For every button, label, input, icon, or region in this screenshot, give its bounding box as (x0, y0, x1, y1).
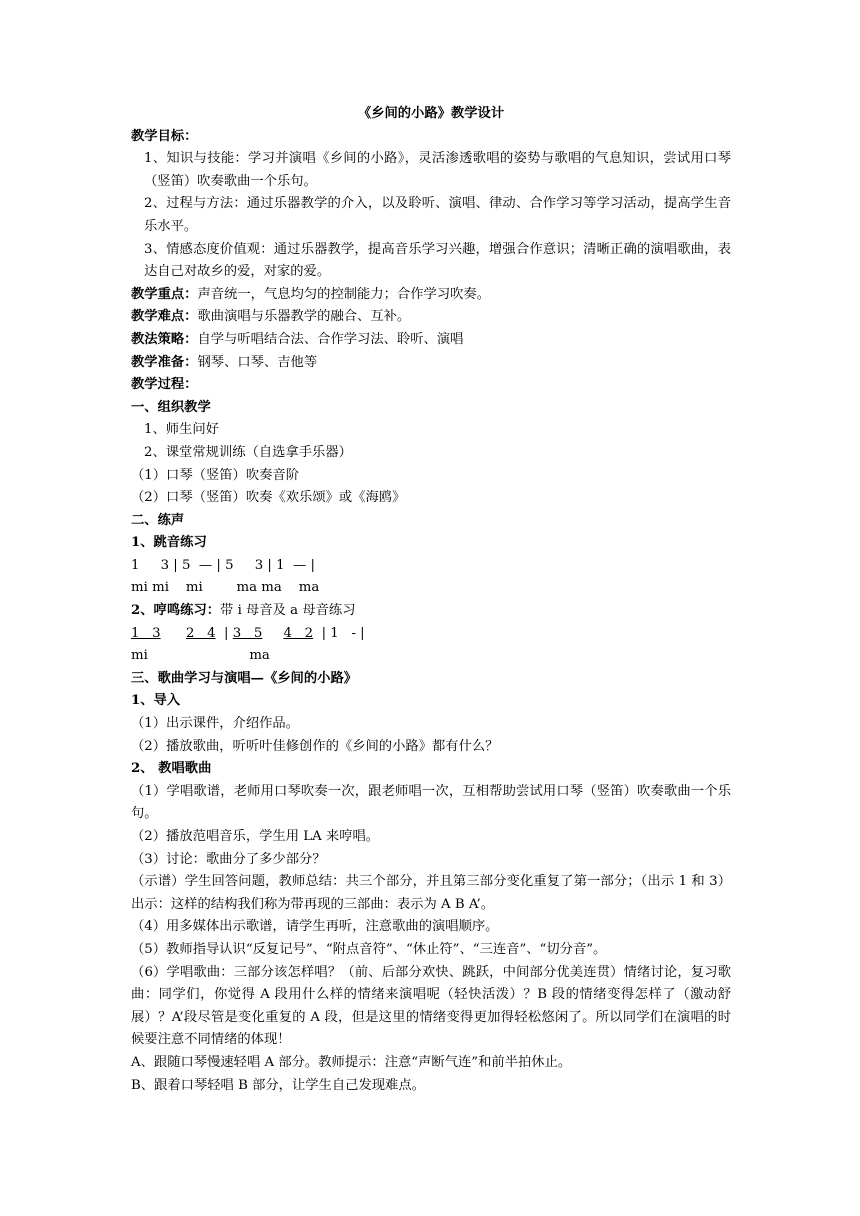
diff-label: 教学难点： (131, 309, 198, 325)
s3-1-heading: 1、导入 (131, 693, 181, 709)
strat-text: 自学与听唱结合法、合作学习法、聆听、演唱 (197, 331, 464, 347)
notes-group-b: 2 4 (185, 625, 216, 641)
difficulties (131, 306, 731, 329)
s3-1-item-2: （2）播放歌曲，听听叶佳修创作的《乡间的小路》都有什么？ (131, 738, 499, 754)
document-title: 《乡间的小路》教学设计 (357, 106, 505, 121)
key-points (131, 284, 731, 307)
strat-label: 教法策略： (131, 331, 198, 347)
notes-group-a: 1 3 (131, 625, 161, 641)
s2-2-text: 带 i 母音及 a 母音练习 (220, 603, 356, 619)
prep-text: 钢琴、口琴、吉他等 (197, 354, 318, 370)
section-2-heading: 二、练声 (131, 512, 185, 528)
goals-heading: 教学目标： (131, 128, 198, 144)
goal-3: 3、情感态度价值观：通过乐器教学，提高音乐学习兴趣，增强合作意识；清晰正确的演唱歌曲，表达自己对故乡的爱，对家的爱。 (144, 241, 731, 280)
s3-1-item-1: （1）出示课件，介绍作品。 (131, 716, 300, 732)
s1-sub-2: （2）口琴（竖笛）吹奏《欢乐颂》或《海鸥》 (131, 490, 406, 506)
s2-1-heading: 1、跳音练习 (131, 535, 207, 551)
s2-1-notes: 1 3 | 5 — | 5 3 | 1 — | (131, 557, 316, 573)
goal-1: 1、知识与技能：学习并演唱《乡间的小路》，灵活渗透歌唱的姿势与歌唱的气息知识，尝试用口琴（竖笛）吹奏歌曲一个乐句。 (144, 151, 731, 189)
s3-2-item-4: （示谱）学生回答问题，教师总结：共三个部分，并且第三部分变化重复了第一部分；（出示 1 和 3）出示：这样的结构我们称为带再现的三部曲：表示为 A B A’。 (131, 874, 731, 912)
s3-2-heading: 2、 教唱歌曲 (131, 761, 212, 777)
s1-item-1: 1、师生问好 (144, 422, 219, 438)
key-text: 声音统一，气息均匀的控制能力；合作学习吹奏。 (197, 286, 491, 302)
s1-sub-1: （1）口琴（竖笛）吹奏音阶 (131, 467, 300, 483)
s3-2-item-3: （3）讨论：歌曲分了多少部分？ (131, 851, 326, 867)
syll-a: mi (131, 648, 148, 664)
s3-2-item-8: A、跟随口琴慢速轻唱 A 部分。教师提示：注意“声断气连”和前半拍休止。 (131, 1054, 572, 1070)
s2-2-notes: 1 3 2 4 | 3 5 4 2 | 1 - | (131, 625, 365, 641)
s2-2-syllables (131, 645, 731, 668)
s3-2-item-1: （1）学唱歌谱，老师用口琴吹奏一次，跟老师唱一次，互相帮助尝试用口琴（竖笛）吹奏歌曲一个乐句。 (131, 783, 731, 822)
s3-2-item-9: B、跟着口琴轻唱 B 部分，让学生自己发现难点。 (131, 1077, 425, 1093)
preparation (131, 352, 731, 375)
key-label: 教学重点： (131, 286, 198, 302)
s2-1-syllables: mi mi mi ma ma ma (131, 580, 320, 596)
syll-b: ma (249, 648, 270, 664)
s2-2-label: 2、哼鸣练习： (131, 603, 221, 619)
diff-text: 歌曲演唱与乐器教学的融合、互补。 (197, 309, 411, 325)
notes-end: | 1 - | (321, 625, 365, 641)
s3-2-item-7: （6）学唱歌曲：三部分该怎样唱？（前、后部分欢快、跳跃，中间部分优美连贯）情绪讨论，复习歌曲：同学们，你觉得 A 段用什么样的情绪来演唱呢（轻快活泼）？B 段的情绪变得怎样了（激动舒展）？A’段尽管是变化重复的 A 段，但是这里的情绪变得更加得轻松悠闲了。所以同学们在演唱的时候要注意不同情绪的体现！ (131, 964, 731, 1048)
strategy (131, 329, 731, 352)
s1-item-2: 2、课堂常规训练（自选拿手乐器） (144, 444, 352, 460)
notes-group-d: 4 2 (283, 625, 314, 641)
s3-2-item-2: （2）播放范唱音乐，学生用 LA 来哼唱。 (131, 829, 380, 844)
section-1-heading: 一、组织教学 (131, 399, 211, 415)
goal-2: 2、过程与方法：通过乐器教学的介入，以及聆听、演唱、律动、合作学习等学习活动，提高学生音乐水平。 (144, 196, 731, 234)
s3-2-item-6: （5）教师指导认识“反复记号”、“附点音符”、“休止符”、“三连音”、“切分音”。 (131, 941, 607, 957)
notes-group-c: 3 5 (232, 625, 263, 641)
prep-label: 教学准备： (131, 354, 198, 370)
document-page (131, 103, 731, 1097)
process-heading: 教学过程： (131, 377, 198, 393)
s3-2-item-5: （4）用多媒体出示歌谱，请学生再听，注意歌曲的演唱顺序。 (131, 919, 499, 935)
s2-2-line (131, 600, 731, 623)
section-3-heading: 三、歌曲学习与演唱—《乡间的小路》 (131, 670, 358, 686)
